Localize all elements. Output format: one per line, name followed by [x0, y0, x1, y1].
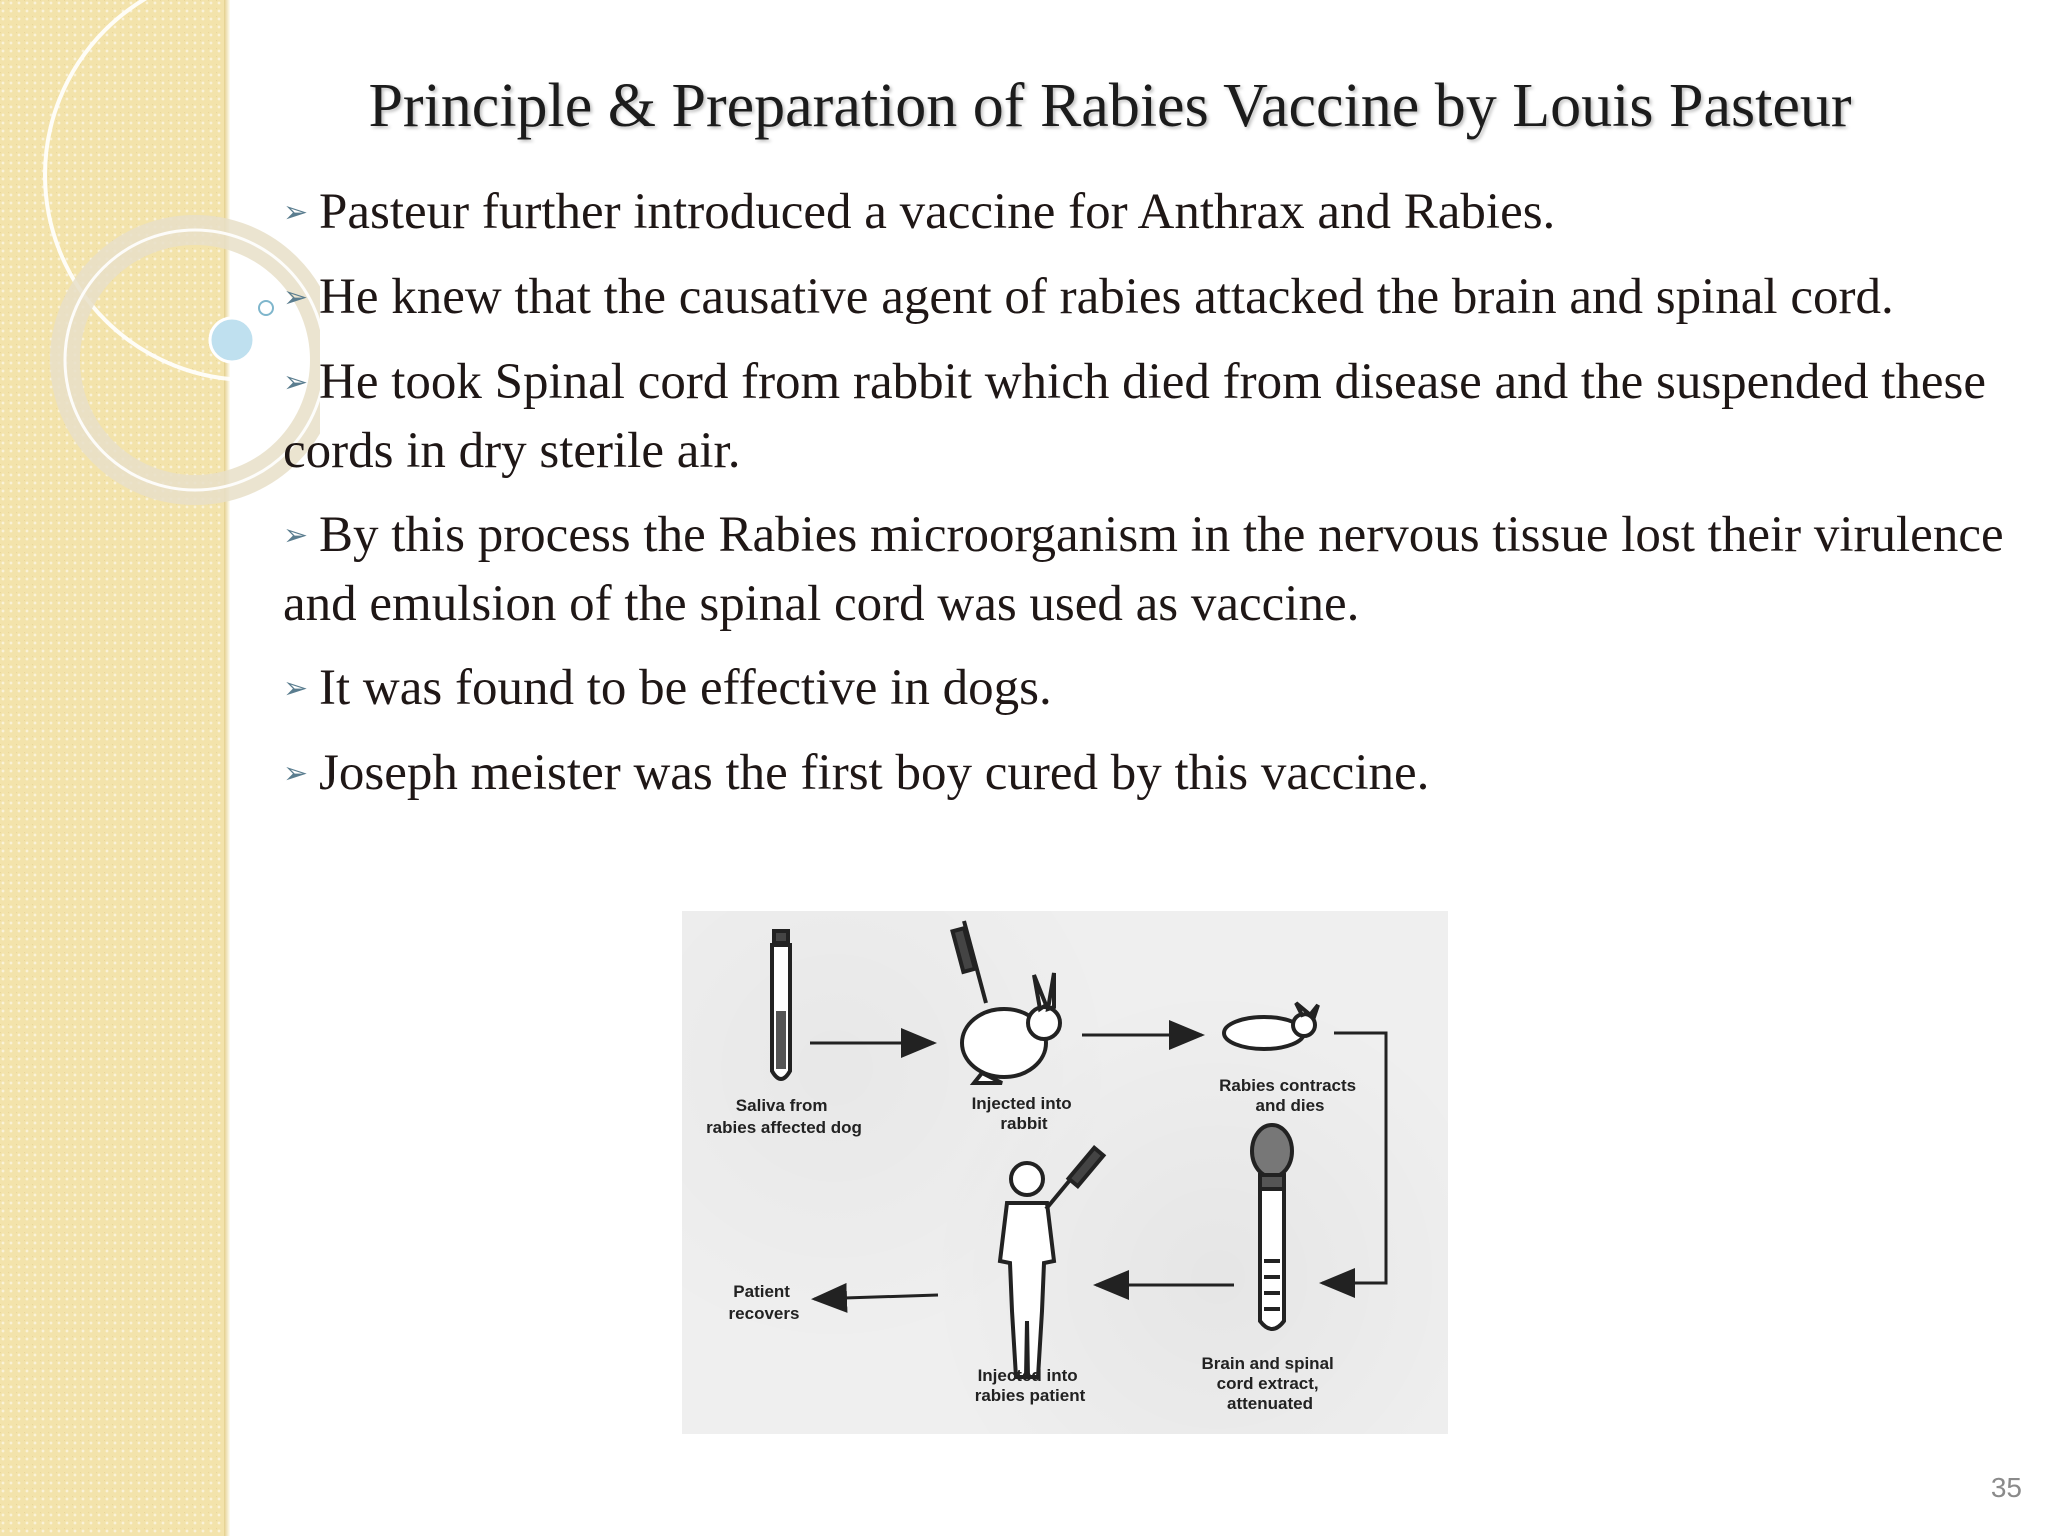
test-tube-icon [772, 931, 790, 1079]
bullet-list [283, 178, 2013, 824]
label-extract: Brain and spinal cord extract, attenuated [1201, 1354, 1334, 1413]
dead-rabbit-icon [1224, 1003, 1318, 1049]
arrowhead-bullet-icon: ➢ [283, 195, 309, 230]
label-patient-recovers: Patient recovers [728, 1282, 800, 1323]
arrowhead-bullet-icon: ➢ [283, 756, 309, 791]
label-saliva: Saliva from rabies affected dog [706, 1096, 862, 1137]
page-number: 35 [1990, 1472, 2022, 1503]
syringe-icon [953, 921, 986, 1003]
slide-title: Principle & Preparation of Rabies Vaccine by Louis Pasteur [368, 72, 1852, 140]
bullet-text: Joseph meister was the first boy cured by this vaccine. [319, 745, 1430, 801]
blue-dot-small [259, 301, 273, 315]
side-band-edge [224, 0, 230, 1536]
bullet-item [283, 348, 2013, 485]
side-decorative-band [0, 0, 228, 1536]
spinal-cord-tube-icon [1252, 1125, 1292, 1329]
arrowhead-bullet-icon: ➢ [283, 671, 309, 706]
rabbit-icon [962, 973, 1060, 1083]
bullet-text: Pasteur further introduced a vaccine for Anthrax and Rabies. [319, 184, 1556, 240]
bullet-item [283, 654, 2013, 723]
bullet-text: It was found to be effective in dogs. [319, 660, 1052, 716]
label-injected-rabbit: Injected into rabbit [971, 1094, 1072, 1133]
label-injected-patient: Injected into rabies patient [974, 1366, 1086, 1405]
arrowhead-bullet-icon: ➢ [283, 280, 309, 315]
bullet-text: By this process the Rabies microorganism in the nervous tissue lost their virulence and emulsion of the spinal cord was used as vaccine. [283, 507, 2004, 632]
label-rabbit-dies: Rabies contracts and dies [1219, 1076, 1357, 1115]
vaccine-process-diagram [682, 911, 1448, 1434]
bullet-item [283, 501, 2013, 638]
arrowhead-bullet-icon: ➢ [283, 365, 309, 400]
bullet-text: He took Spinal cord from rabbit which died from disease and the suspended these cords in dry sterile air. [283, 354, 1986, 479]
bullet-item [283, 739, 2013, 808]
bullet-text: He knew that the causative agent of rabies attacked the brain and spinal cord. [319, 269, 1894, 325]
bullet-item [283, 263, 2013, 332]
human-patient-icon [1000, 1163, 1054, 1377]
arrowhead-bullet-icon: ➢ [283, 518, 309, 553]
syringe-icon [1046, 1148, 1103, 1209]
bullet-item [283, 178, 2013, 247]
